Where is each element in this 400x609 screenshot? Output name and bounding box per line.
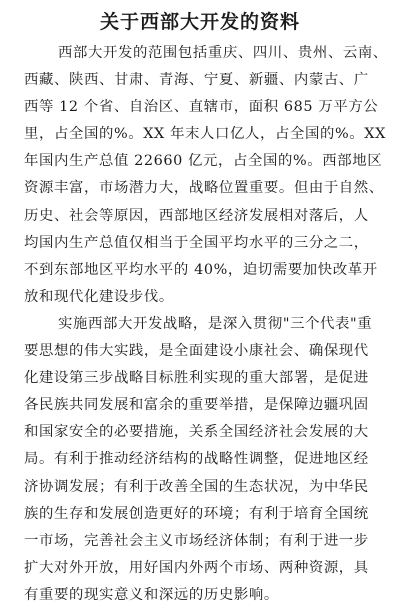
- text-line: 历史、社会等原因，西部地区经济发展相对落后，人: [24, 207, 369, 224]
- text-line: 均国内生产总值仅相当于全国平均水平的三分之二，: [24, 234, 369, 251]
- text-line: 年国内生产总值 22660 亿元，占全国的%。西部地区: [24, 153, 383, 170]
- text-line: 族的生存和发展创造更好的环境；有利于培育全国统: [24, 505, 369, 522]
- document-title: 关于西部大开发的资料: [99, 11, 300, 33]
- text-line: 各民族共同发展和富余的重要举措，是保障边疆巩固: [24, 397, 369, 414]
- text-line: 放和现代化建设步伐。: [24, 288, 174, 305]
- text-line: 局。有利于推动经济结构的战略性调整，促进地区经: [24, 451, 369, 468]
- text-line: 资源丰富，市场潜力大，战略位置重要。但由于自然、: [24, 180, 384, 197]
- text-line: 济协调发展；有利于改善全国的生态状况，为中华民: [24, 478, 369, 495]
- text-line: 西等 12 个省、自治区、直辖市，面积 685 万平方公: [24, 99, 379, 116]
- text-line: 扩大对外开放，用好国内外两个市场、两种资源，具: [24, 559, 369, 576]
- text-line: 实施西部大开发战略，是深入贯彻"三个代表"重: [58, 315, 373, 332]
- document-body: [24, 40, 392, 609]
- text-line: 化建设第三步战略目标胜利实现的重大部署，是促进: [24, 370, 369, 387]
- text-line: 要思想的伟大实践，是全面建设小康社会、确保现代: [24, 343, 369, 360]
- text-line: 一市场，完善社会主义市场经济体制；有利于进一步: [24, 532, 369, 549]
- text-line: 西藏、陕西、甘肃、青海、宁夏、新疆、内蒙古、广: [24, 72, 369, 89]
- text-line: 西部大开发的范围包括重庆、四川、贵州、云南、: [58, 45, 388, 61]
- text-line: 和国家安全的必要措施，关系全国经济社会发展的大: [24, 424, 369, 441]
- text-line: 不到东部地区平均水平的 40%，迫切需要加快改革开: [24, 261, 378, 278]
- text-line: 有重要的现实意义和深远的历史影响。: [24, 586, 279, 603]
- text-line: 里，占全国的%。XX 年末人口亿人，占全国的%。XX: [24, 126, 386, 143]
